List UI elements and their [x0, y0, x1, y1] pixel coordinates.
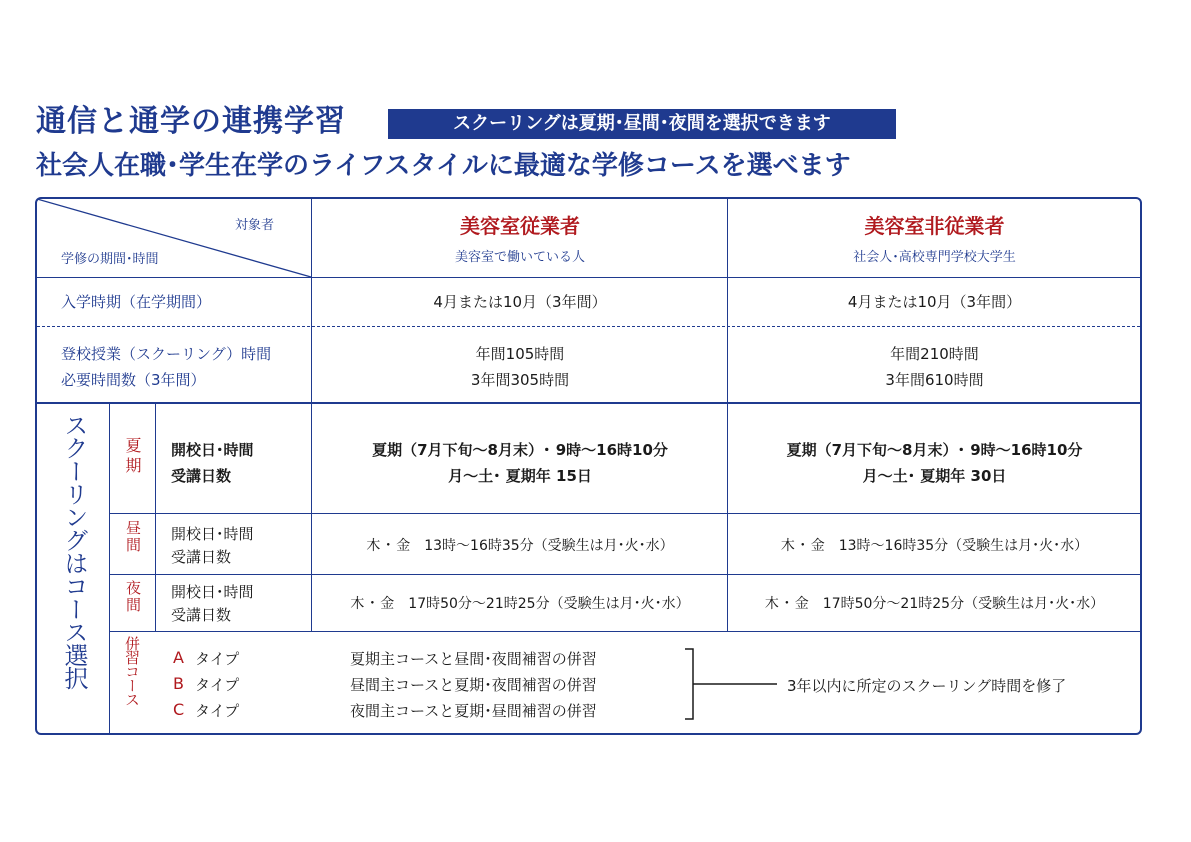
course-table: [35, 197, 1142, 735]
col-divider: [311, 199, 312, 631]
row-divider: [37, 277, 1140, 278]
combined-label: 併習コース: [123, 636, 141, 706]
corner-diagonal: [37, 199, 313, 279]
enrollment-value-employee: 4月または10月（3年間）: [433, 293, 607, 311]
hours-label-line2: 必要時間数（3年間）: [61, 371, 206, 389]
night-label: 夜間: [124, 580, 142, 614]
schooling-banner: スクーリングは夏期･昼間･夜間を選択できます: [388, 109, 896, 139]
column-title-employee: 美容室従業者: [460, 214, 580, 238]
col-divider: [727, 199, 728, 631]
daytime-schedule-employee: 木 ･ 金 13時～16時35分（受験生は月･火･水）: [366, 538, 674, 554]
row-divider-dashed: [37, 326, 1140, 327]
daytime-sub-line1: 開校日･時間: [171, 525, 254, 543]
corner-target-label: 対象者: [235, 218, 275, 233]
page-title: 通信と通学の連携学習: [36, 104, 346, 139]
type-letter-a: A: [173, 648, 184, 667]
summer-sub-line2: 受講日数: [171, 467, 232, 485]
schooling-section-label: スクーリングはコース選択: [60, 413, 88, 689]
row-divider: [109, 574, 1140, 575]
hours-annual-employee: 年間105時間: [475, 345, 565, 363]
type-letter-b: B: [173, 674, 184, 693]
daytime-sub-line2: 受講日数: [171, 548, 232, 566]
night-sub-line1: 開校日･時間: [171, 583, 254, 601]
night-schedule-employee: 木 ･ 金 17時50分～21時25分（受験生は月･火･水）: [350, 596, 690, 612]
row-divider: [109, 631, 1140, 632]
summer-days-non-employee: 月～土･ 夏期年 30日: [862, 467, 1007, 485]
daytime-label: 昼間: [124, 520, 142, 554]
summer-sub-line1: 開校日･時間: [171, 441, 254, 459]
type-label-a: タイプ: [195, 650, 240, 668]
row-divider: [37, 402, 1140, 404]
type-letter-c: C: [173, 700, 185, 719]
column-title-non-employee: 美容室非従業者: [864, 214, 1005, 238]
type-desc-c: 夜間主コースと夏期･昼間補習の併習: [350, 702, 597, 720]
col-divider: [109, 402, 110, 733]
night-sub-line2: 受講日数: [171, 606, 232, 624]
type-desc-b: 昼間主コースと夏期･夜間補習の併習: [350, 676, 597, 694]
type-label-c: タイプ: [195, 702, 240, 720]
summer-schedule-non-employee: 夏期（7月下旬～8月末）･ 9時～16時10分: [786, 441, 1083, 459]
enrollment-value-non-employee: 4月または10月（3年間）: [847, 293, 1022, 311]
hours-annual-non-employee: 年間210時間: [890, 345, 979, 363]
type-label-b: タイプ: [195, 676, 240, 694]
col-divider: [155, 402, 156, 631]
combined-note: 3年以内に所定のスクーリング時間を修了: [787, 677, 1067, 695]
column-subtitle-employee: 美容室で働いている人: [454, 250, 585, 265]
row-divider: [109, 513, 1140, 514]
hours-label-line1: 登校授業（スクーリング）時間: [61, 345, 272, 363]
summer-schedule-employee: 夏期（7月下旬～8月末）･ 9時～16時10分: [372, 441, 668, 459]
daytime-schedule-non-employee: 木 ･ 金 13時～16時35分（受験生は月･火･水）: [780, 538, 1089, 554]
night-schedule-non-employee: 木 ･ 金 17時50分～21時25分（受験生は月･火･水）: [764, 596, 1105, 612]
bracket-connector: [681, 647, 781, 723]
hours-total-employee: 3年間305時間: [470, 371, 570, 389]
column-subtitle-non-employee: 社会人･高校専門学校大学生: [853, 250, 1016, 265]
enrollment-label: 入学時期（在学期間）: [61, 293, 212, 311]
summer-days-employee: 月～土･ 夏期年 15日: [448, 467, 592, 485]
type-desc-a: 夏期主コースと昼間･夜間補習の併習: [350, 650, 597, 668]
page-subtitle: 社会人在職･学生在学のライフスタイルに最適な学修コースを選べます: [36, 151, 851, 181]
corner-period-label: 学修の期間･時間: [61, 252, 159, 267]
hours-total-non-employee: 3年間610時間: [885, 371, 984, 389]
summer-label: 夏期: [123, 437, 142, 477]
